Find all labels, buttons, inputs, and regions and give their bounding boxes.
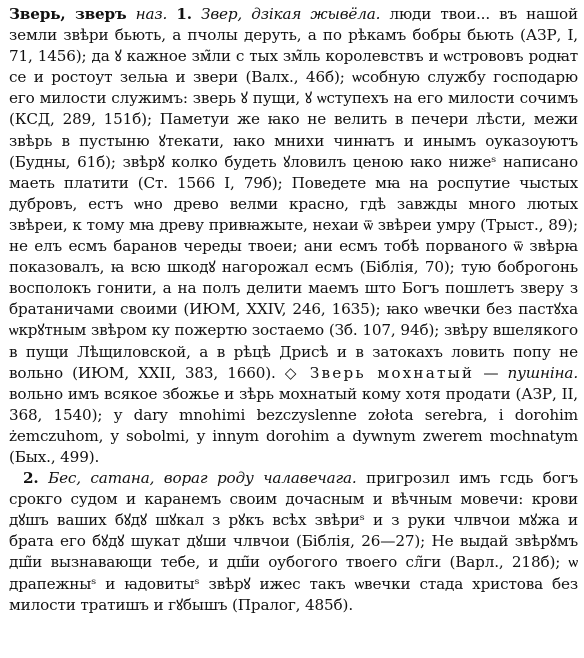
- sense-2-citations: пригрозил имъ гсдь богъ срокго судом и каранемъ своим дочасным и вѣчным мовечи: крови дꙋшъ ваших бꙋдꙋ шꙋкал з рꙋкъ всѣх звѣриˢ и з руки члвчои мꙋжа и брата его бꙋдꙋ шукат дꙋши члвчои (Біблія, 26—27); Не выдай звѣрꙋмъ дш̃и вызнавающи тебе, и дш̃и оубогого твоего сл̃ги (Варл., 218б); ѡ драпежныˢ и ꙗдовитыˢ звѣрꙋ ижес такъ ѡвечки стада христова без милости тратишъ и гꙋбышъ (Пралог, 485б).: [9, 469, 579, 614]
- part-of-speech: наз.: [135, 5, 168, 23]
- sense-2-gloss: Бес, сатана, вораг роду чалавечага.: [48, 469, 357, 488]
- phrase-headword: Зверь мохнатый: [309, 363, 475, 382]
- sense-1-number: 1.: [176, 5, 192, 23]
- sense-1-gloss: Звер, дзікая жывёла.: [201, 5, 381, 23]
- phrase-dash: —: [474, 363, 508, 382]
- headword: Зверь, зверъ: [9, 5, 127, 23]
- sense-2-paragraph: [9, 468, 578, 616]
- sense-1-citations: люди твои... въ нашой земли звѣри бьють, а пчолы деруть, а по рѣкамъ бобры бьють (АЗР, I, 71, 1456); да ꙋ кажное зм̃ли с тых зм̃ль королевствъ и ѡстрововъ родꙗт се и ростоут зельꙗ и звери (Валх., 46б); ѡсобную службу господарю его милости служимъ: зверь ꙋ пущи, ꙋ ѡступехъ на его милости сочимъ (КСД, 289, 151б); Паметуи же ꙗко не велить в печери лѣсти, межи звѣрь в пустыню ꙋтекати, ꙗко мнихи чинꙗтъ и инымъ оуказоуютъ (Будны, 61б); звѣрꙋ колко будеть ꙋловилъ ценою ꙗко нижеˢ написано маеть платити (Ст. 1566 I, 79б); Поведете мꙗ на роспутие чыстых дубровъ, естъ ѡно древо велми красно, гдѣ завжды много лютых звѣреи, к тому мꙗ древу привꙗжыте, нехаи ѿ звѣреи умру (Трыст., 89); не елъ есмъ баранов череды твоеи; ани есмъ тобѣ порваного ѿ звѣрꙗ показовалъ, ꙗ всю шкодꙋ нагорожал есмъ (Біблія, 70); тую боброгонь восполокъ гонити, а на полъ делити маемъ што Богъ пошлетъ зверу з братаничами своими (ИЮМ, XXIV, 246, 1635); ꙗко ѡвечки без пастꙋха ѡкрꙋтным звѣром ку пожертю зостаемо (Зб. 107, 94б); звѣру вшелякого в пущи Лѣщиловской, а в рѣцѣ Дрисѣ и в затокахъ ловить попу не вольно (ИЮМ, XXII, 383, 1660). ◇: [9, 5, 578, 382]
- phrase-gloss: пушніна.: [507, 363, 578, 382]
- sense-2-number: 2.: [23, 469, 39, 488]
- sense-1-paragraph: [9, 4, 578, 468]
- phrase-citations: вольно имъ всякое збожье и зѣрь мохнатый кому хотя продати (АЗР, II, 368, 1540); у dary mnohimi bezczyslenne zołota serebra, i dorohim żemczuhom, y sobolmi, y innym dorohim a dywnym zwerem mochnatym (Бых., 499).: [9, 384, 578, 466]
